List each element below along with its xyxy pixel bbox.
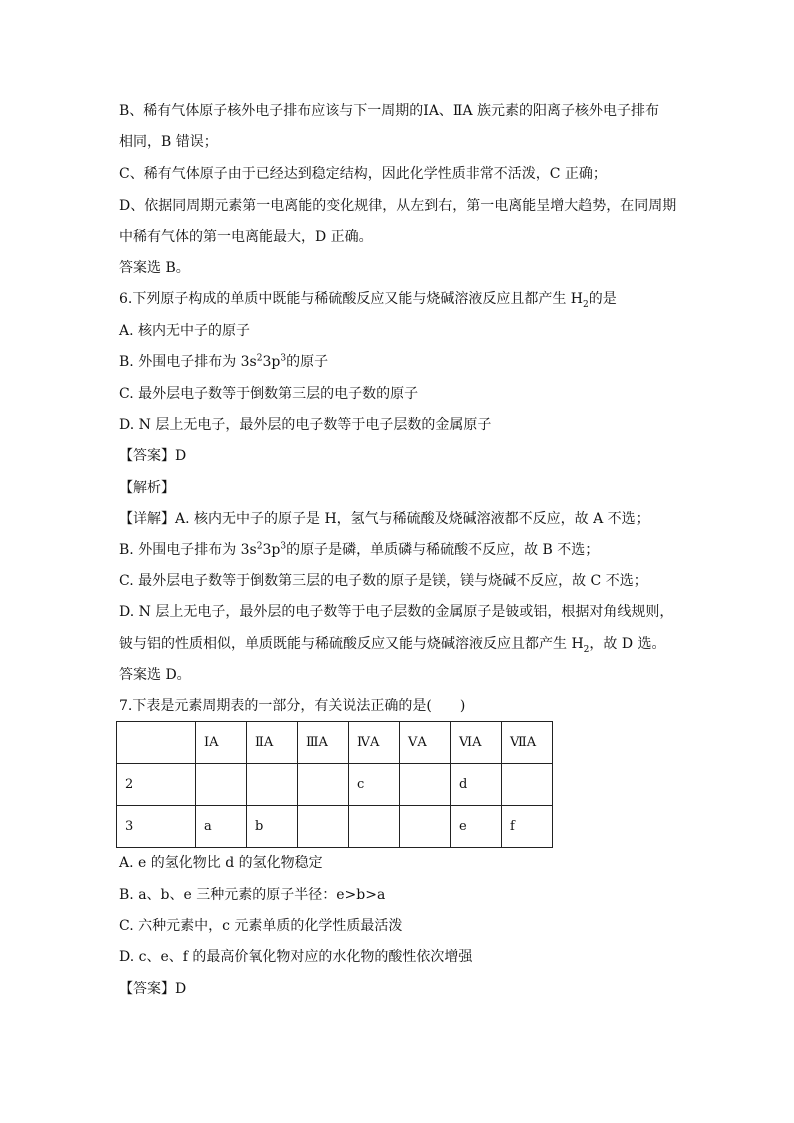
text-line: 答案选 B。 <box>119 260 190 276</box>
detail-line <box>119 540 599 560</box>
text-line: B、稀有气体原子核外电子排布应该与下一周期的ⅠA、ⅡA 族元素的阳离子核外电子排布 <box>119 103 660 119</box>
table-cell <box>298 764 349 806</box>
table-row <box>117 764 553 806</box>
d5-end: ，故 D 选。 <box>589 636 666 652</box>
option-7d: D. c、e、f 的最高价氧化物对应的水化物的酸性依次增强 <box>119 949 473 965</box>
table-cell: ⅢA <box>298 722 349 764</box>
table-cell: ⅠA <box>196 722 247 764</box>
q6b-sup: 2 <box>256 353 263 364</box>
q6b-sup: 3 <box>280 353 287 364</box>
answer-7: 【答案】D <box>119 981 187 997</box>
table-cell <box>196 764 247 806</box>
q6-text-end: 的是 <box>588 291 617 307</box>
table-cell: b <box>247 806 298 848</box>
d2-end: 的原子是磷，单质磷与稀硫酸不反应，故 B 不选； <box>286 542 600 558</box>
analysis-6-heading: 【解析】 <box>119 480 175 496</box>
q6-text: 6.下列原子构成的单质中既能与稀硫酸反应又能与烧碱溶液反应且都产生 H <box>119 291 584 307</box>
detail-line: 答案选 D。 <box>119 667 191 683</box>
table-cell: 3 <box>117 806 196 848</box>
table-cell <box>502 764 553 806</box>
text-line: 中稀有气体的第一电离能最大，D 正确。 <box>119 229 373 245</box>
d5-subscript: 2 <box>583 644 590 655</box>
table-cell: f <box>502 806 553 848</box>
option-7b: B. a、b、e 三种元素的原子半径：e>b>a <box>119 887 386 903</box>
table-cell <box>400 764 451 806</box>
table-cell: ⅦA <box>502 722 553 764</box>
table-cell <box>349 806 400 848</box>
detail-line <box>119 634 666 654</box>
d5-text: 铍与铝的性质相似，单质既能与稀硫酸反应又能与烧碱溶液反应且都产生 H <box>119 636 584 652</box>
text-line: C、稀有气体原子由于已经达到稳定结构，因此化学性质非常不活泼，C 正确； <box>119 166 607 182</box>
option-6a: A. 核内无中子的原子 <box>119 323 251 339</box>
question-6 <box>119 289 617 309</box>
table-cell <box>247 764 298 806</box>
text-line: 相同，B 错误； <box>119 134 218 150</box>
answer-6: 【答案】D <box>119 448 187 464</box>
table-cell <box>298 806 349 848</box>
table-header-row <box>117 722 553 764</box>
question-7: 7.下表是元素周期表的一部分，有关说法正确的是( ) <box>119 698 466 714</box>
option-6d: D. N 层上无电子，最外层的电子数等于电子层数的金属原子 <box>119 417 492 433</box>
q6-subscript: 2 <box>583 299 589 310</box>
option-7c: C. 六种元素中，c 元素单质的化学性质最活泼 <box>119 918 403 934</box>
periodic-table-excerpt <box>116 721 553 848</box>
q6b-end: 的原子 <box>286 354 329 370</box>
table-cell: e <box>451 806 502 848</box>
table-cell: ⅣA <box>349 722 400 764</box>
d2-sup: 2 <box>256 541 263 552</box>
option-7a: A. e 的氢化物比 d 的氢化物稳定 <box>119 855 323 871</box>
table-cell: c <box>349 764 400 806</box>
table-cell: a <box>196 806 247 848</box>
d2-sup: 3 <box>280 541 287 552</box>
table-cell: 2 <box>117 764 196 806</box>
text-line: D、依据同周期元素第一电离能的变化规律，从左到右，第一电离能呈增大趋势，在同周期 <box>119 198 677 214</box>
table-cell: ⅡA <box>247 722 298 764</box>
detail-line: D. N 层上无电子，最外层的电子数等于电子层数的金属原子是铍或铝，根据对角线规则， <box>119 604 674 620</box>
table-row <box>117 806 553 848</box>
detail-line: C. 最外层电子数等于倒数第三层的电子数的原子是镁，镁与烧碱不反应，故 C 不选； <box>119 573 648 589</box>
table-cell <box>400 806 451 848</box>
table-cell: ⅥA <box>451 722 502 764</box>
d2-text: B. 外围电子排布为 3s <box>119 542 257 558</box>
option-6b <box>119 352 328 372</box>
q6b-text: B. 外围电子排布为 3s <box>119 354 257 370</box>
option-6c: C. 最外层电子数等于倒数第三层的电子数的原子 <box>119 386 419 402</box>
detail-line: 【详解】A. 核内无中子的原子是 H，氢气与稀硫酸及烧碱溶液都不反应，故 A 不选； <box>119 511 650 527</box>
table-cell <box>117 722 196 764</box>
q6b-mid: 3p <box>262 354 281 370</box>
table-cell: ⅤA <box>400 722 451 764</box>
d2-mid: 3p <box>262 542 281 558</box>
table-cell: d <box>451 764 502 806</box>
